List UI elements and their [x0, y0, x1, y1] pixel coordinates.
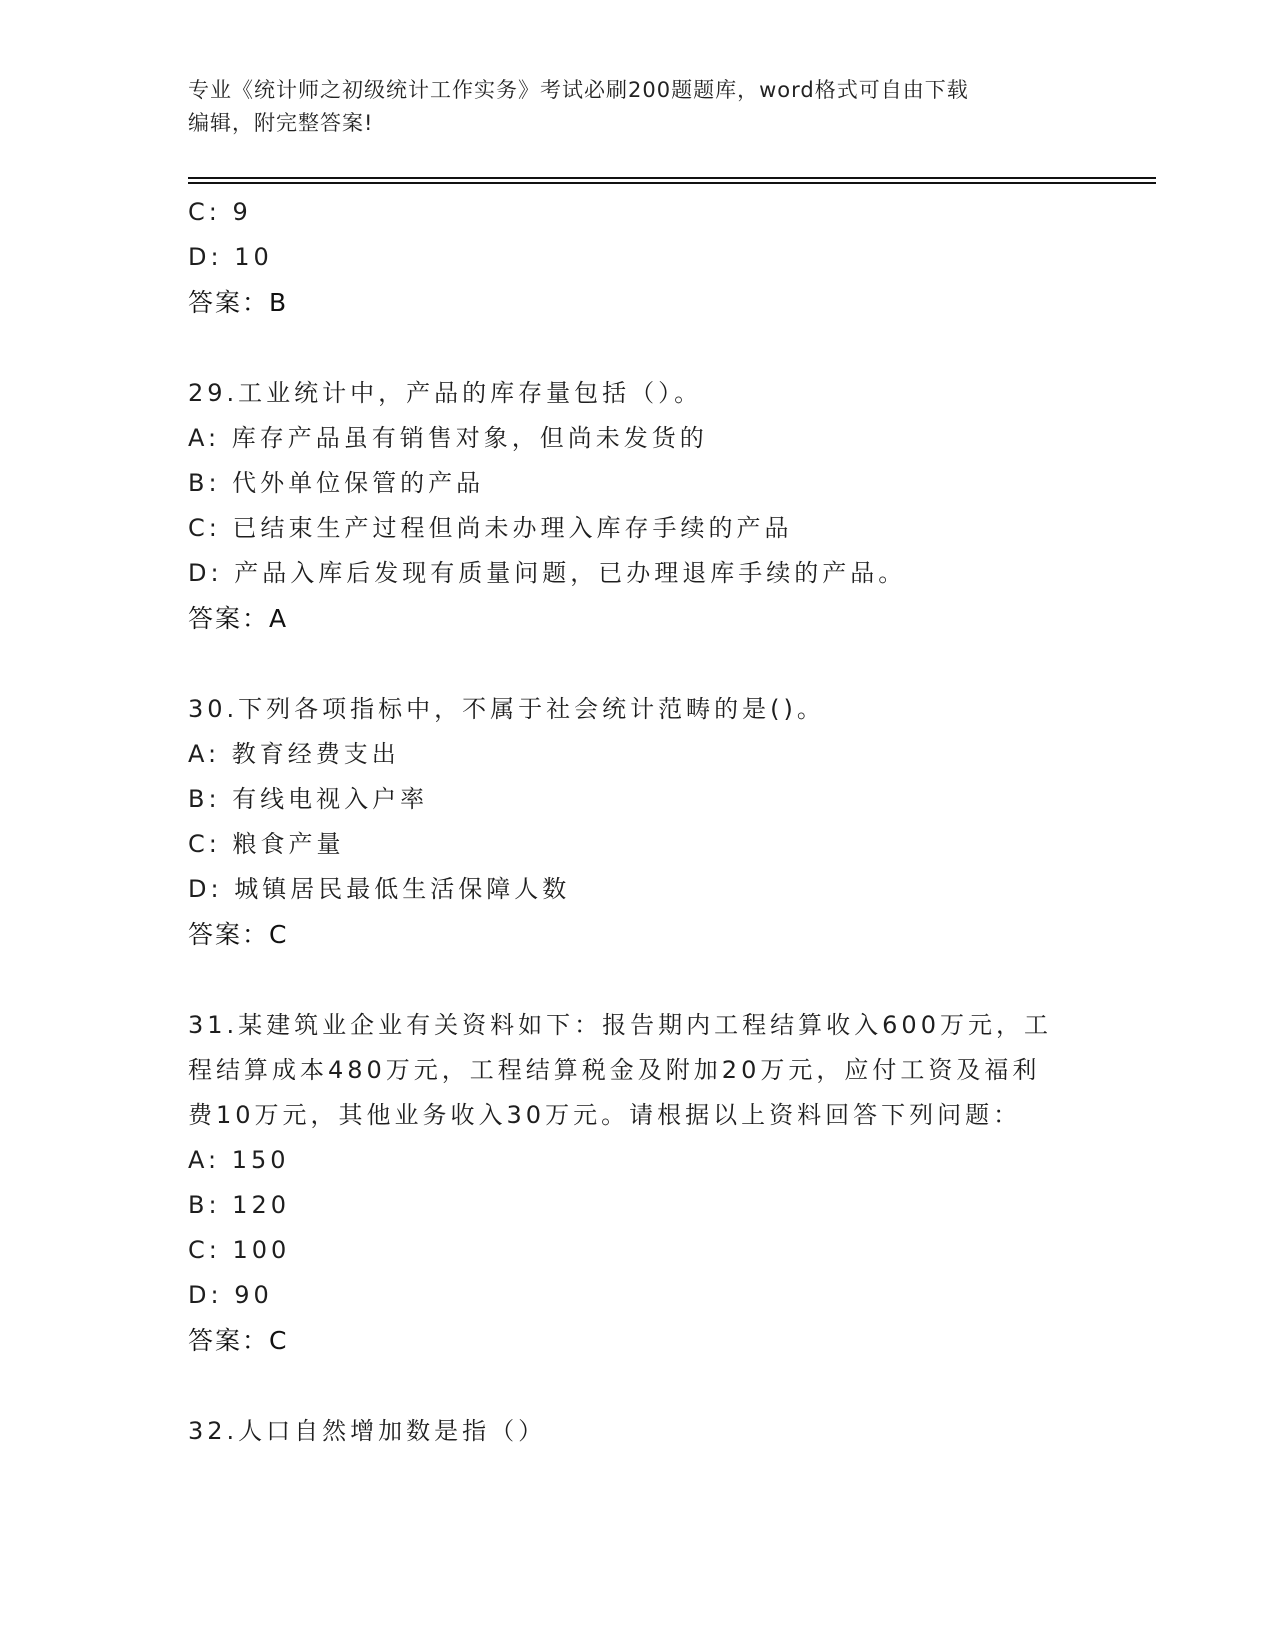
question-31	[188, 1003, 1088, 1364]
question-31-text-line-1: 31.某建筑业企业有关资料如下：报告期内工程结算收入600万元，工	[188, 1011, 1052, 1039]
spacer	[188, 642, 1088, 687]
question-30	[188, 687, 1088, 958]
header-line-2: 编辑，附完整答案!	[188, 111, 374, 135]
question-29-option-c: C: 已结束生产过程但尚未办理入库存手续的产品	[188, 514, 793, 542]
spacer	[188, 958, 1088, 1003]
question-29-text: 29.工业统计中，产品的库存量包括（）。	[188, 379, 703, 407]
spacer	[188, 1364, 1088, 1409]
question-30-text: 30.下列各项指标中，不属于社会统计范畴的是()。	[188, 695, 825, 723]
question-31-option-b: B: 120	[188, 1191, 290, 1219]
question-32-text: 32.人口自然增加数是指（）	[188, 1417, 547, 1445]
question-31-option-d: D: 90	[188, 1281, 273, 1309]
question-31-option-c: C: 100	[188, 1236, 291, 1264]
question-28	[188, 190, 1088, 326]
question-30-answer: 答案：C	[188, 920, 289, 949]
question-29-option-a: A: 库存产品虽有销售对象，但尚未发货的	[188, 424, 708, 452]
header-line-1: 专业《统计师之初级统计工作实务》考试必刷200题题库，word格式可自由下载	[188, 78, 969, 102]
question-28-option-c: C: 9	[188, 198, 252, 226]
question-29-answer: 答案：A	[188, 604, 289, 633]
header-divider-top	[188, 177, 1156, 179]
question-31-option-a: A: 150	[188, 1146, 290, 1174]
question-29	[188, 371, 1088, 642]
question-31-text-line-2: 程结算成本480万元，工程结算税金及附加20万元，应付工资及福利	[188, 1056, 1041, 1084]
question-list	[188, 190, 1088, 1454]
question-32	[188, 1409, 1088, 1454]
document-header	[188, 74, 1088, 140]
question-29-option-b: B: 代外单位保管的产品	[188, 469, 485, 497]
question-30-option-d: D: 城镇居民最低生活保障人数	[188, 875, 571, 903]
question-30-option-b: B: 有线电视入户率	[188, 785, 429, 813]
question-29-option-d: D: 产品入库后发现有质量问题，已办理退库手续的产品。	[188, 559, 907, 587]
header-divider-bottom	[188, 182, 1156, 184]
spacer	[188, 326, 1088, 371]
question-28-option-d: D: 10	[188, 243, 273, 271]
question-30-option-a: A: 教育经费支出	[188, 740, 400, 768]
question-31-text-line-3: 费10万元，其他业务收入30万元。请根据以上资料回答下列问题：	[188, 1101, 1022, 1129]
question-28-answer: 答案：B	[188, 288, 289, 317]
question-30-option-c: C: 粮食产量	[188, 830, 345, 858]
question-31-answer: 答案：C	[188, 1326, 289, 1355]
